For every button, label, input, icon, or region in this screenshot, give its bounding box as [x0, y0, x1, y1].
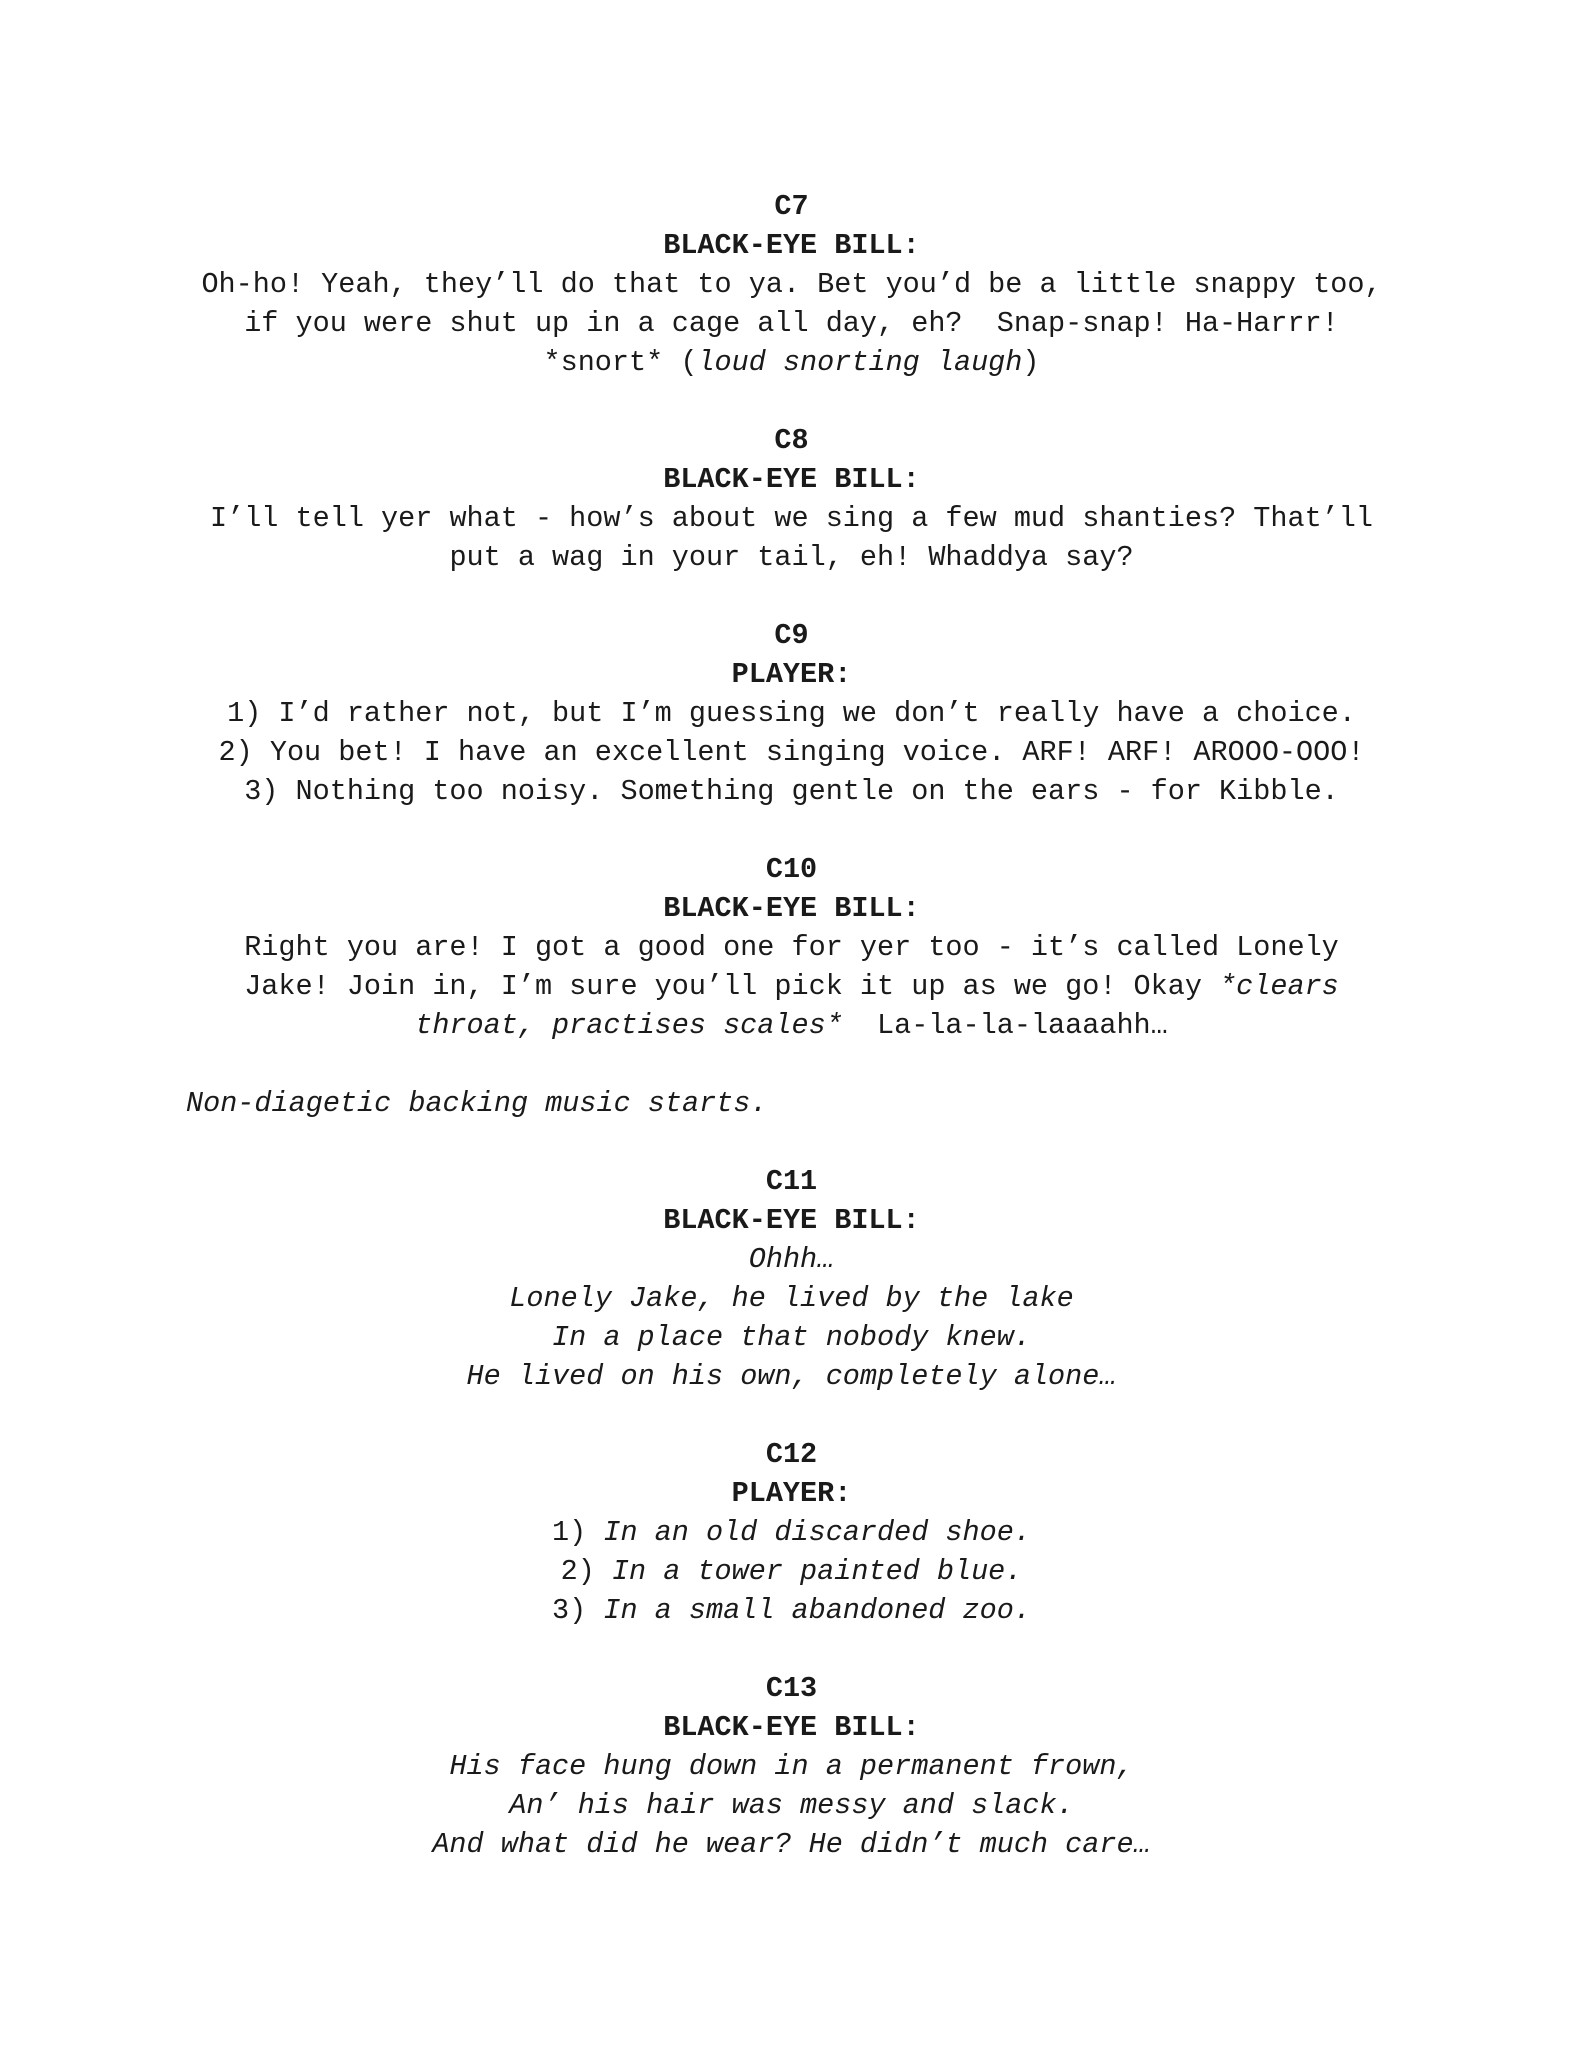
- cue-block-c10: [186, 850, 1397, 1045]
- lyric-line: [186, 1357, 1397, 1396]
- lyric-line: [186, 1279, 1397, 1318]
- dialogue-text: put a wag in your tail, eh! Whaddya say?: [449, 541, 1134, 574]
- lyric-text: Lonely Jake, he lived by the lake: [509, 1282, 1074, 1315]
- dialogue-line: [186, 1006, 1397, 1045]
- dialogue-line: [186, 343, 1397, 382]
- dialogue-text: Right you are! I got a good one for yer too - it’s called Lonely: [244, 931, 1339, 964]
- lyric-text: Ohhh…: [748, 1243, 835, 1276]
- dialogue-line: [186, 265, 1397, 304]
- choice-line: [186, 1591, 1397, 1630]
- dialogue-line: [186, 928, 1397, 967]
- speaker-name: BLACK-EYE BILL:: [663, 892, 920, 925]
- speaker-name: BLACK-EYE BILL:: [663, 1711, 920, 1744]
- cue-block-c8: [186, 421, 1397, 577]
- speaker-name: BLACK-EYE BILL:: [663, 1204, 920, 1237]
- choice-line: [186, 1513, 1397, 1552]
- cue-number: C10: [765, 853, 818, 886]
- choice-text: In a tower painted blue.: [611, 1555, 1023, 1588]
- lyric-text: In a place that nobody knew.: [552, 1321, 1031, 1354]
- cue-block-c12: [186, 1435, 1397, 1630]
- choice-text: 2) You bet! I have an excellent singing voice. ARF! ARF! AROOO-OOO!: [218, 736, 1365, 769]
- lyric-line: [186, 1786, 1397, 1825]
- lyric-line: [186, 1747, 1397, 1786]
- speaker-name: PLAYER:: [731, 658, 852, 691]
- lyric-line: [186, 1318, 1397, 1357]
- choice-line: [186, 1552, 1397, 1591]
- dialogue-text: La-la-la-laaaahh…: [842, 1009, 1168, 1042]
- dialogue-line: [186, 538, 1397, 577]
- cue-number: C9: [774, 619, 809, 652]
- speaker-name: BLACK-EYE BILL:: [663, 229, 920, 262]
- choice-text: In an old discarded shoe.: [603, 1516, 1031, 1549]
- cue-number: C11: [765, 1165, 818, 1198]
- stage-direction: Non-diagetic backing music starts.: [186, 1087, 768, 1120]
- dialogue-text: *snort* (: [543, 346, 698, 379]
- dialogue-line: [186, 967, 1397, 1006]
- lyric-text: And what did he wear? He didn’t much care…: [432, 1828, 1151, 1861]
- cue-block-c11: [186, 1162, 1397, 1396]
- choice-number: 1): [552, 1516, 604, 1549]
- speaker-name: BLACK-EYE BILL:: [663, 463, 920, 496]
- lyric-text: An’ his hair was messy and slack.: [509, 1789, 1074, 1822]
- dialogue-line: [186, 304, 1397, 343]
- lyric-text: His face hung down in a permanent frown,: [449, 1750, 1134, 1783]
- choice-text: 3) Nothing too noisy. Something gentle on the ears - for Kibble.: [244, 775, 1339, 808]
- dialogue-text: I’ll tell yer what - how’s about we sing a few mud shanties? That’ll: [210, 502, 1373, 535]
- dialogue-line: [186, 499, 1397, 538]
- cue-number: C13: [765, 1672, 818, 1705]
- dialogue-text: Oh-ho! Yeah, they’ll do that to ya. Bet you’d be a little snappy too,: [201, 268, 1382, 301]
- choice-number: 2): [560, 1555, 612, 1588]
- dialogue-text: ): [1022, 346, 1040, 379]
- cue-number: C7: [774, 190, 809, 223]
- action-text: *clears: [1219, 970, 1339, 1003]
- cue-block-c7: [186, 187, 1397, 382]
- action-text: throat, practises scales*: [415, 1009, 843, 1042]
- speaker-name: PLAYER:: [731, 1477, 852, 1510]
- choice-line: [186, 694, 1397, 733]
- choice-text: In a small abandoned zoo.: [603, 1594, 1031, 1627]
- choice-number: 3): [552, 1594, 604, 1627]
- cue-block-c9: [186, 616, 1397, 811]
- action-text: loud snorting laugh: [697, 346, 1023, 379]
- choice-line: [186, 772, 1397, 811]
- cue-number: C12: [765, 1438, 818, 1471]
- lyric-line: [186, 1240, 1397, 1279]
- dialogue-text: if you were shut up in a cage all day, eh? Snap-snap! Ha-Harrr!: [244, 307, 1339, 340]
- lyric-text: He lived on his own, completely alone…: [466, 1360, 1117, 1393]
- cue-block-c13: [186, 1669, 1397, 1864]
- choice-line: [186, 733, 1397, 772]
- choice-text: 1) I’d rather not, but I’m guessing we don’t really have a choice.: [227, 697, 1356, 730]
- lyric-line: [186, 1825, 1397, 1864]
- cue-number: C8: [774, 424, 809, 457]
- dialogue-text: Jake! Join in, I’m sure you’ll pick it up as we go! Okay: [244, 970, 1220, 1003]
- stage-direction-block: [186, 1084, 1397, 1123]
